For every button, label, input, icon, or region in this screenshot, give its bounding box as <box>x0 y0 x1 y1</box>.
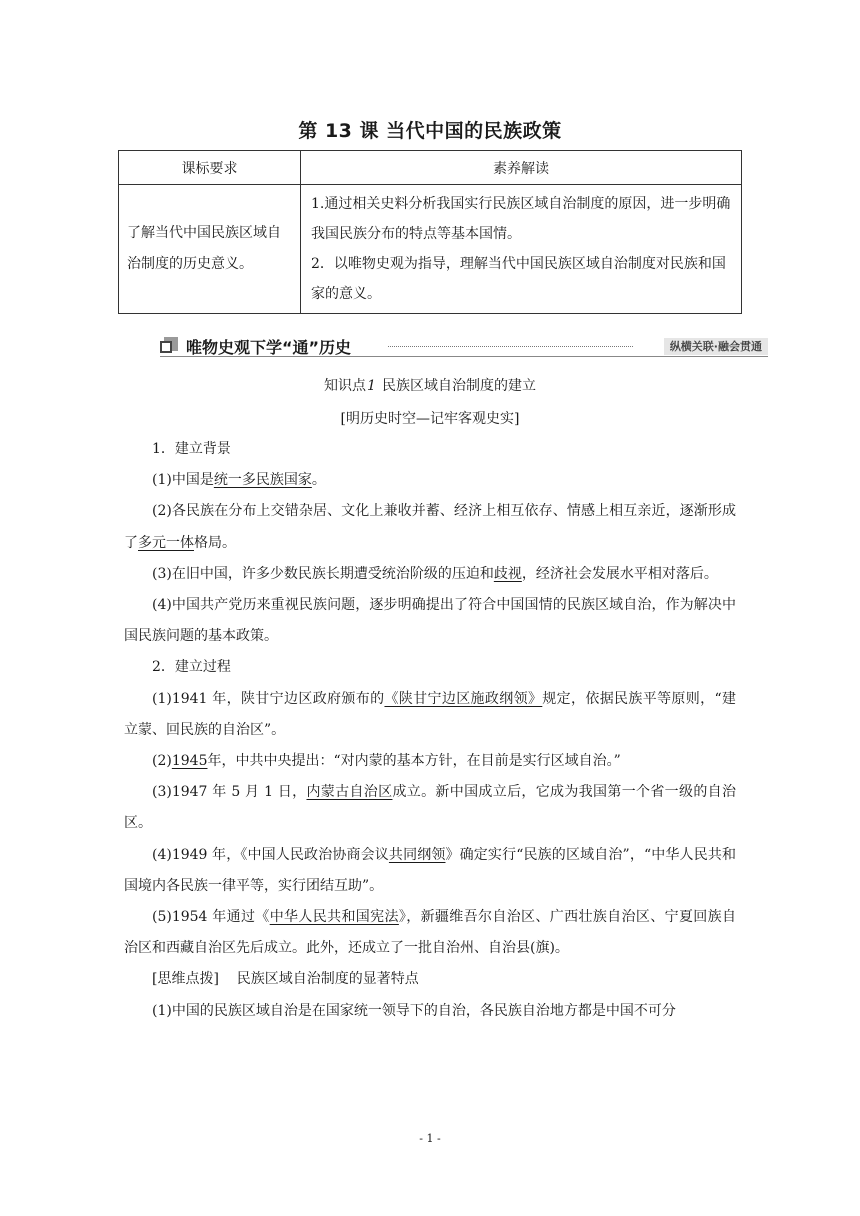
underlined-key-term: 统一多民族国家 <box>213 472 312 489</box>
banner-rule <box>160 356 768 357</box>
knowledge-point-subtitle: [明历史时空—记牢客观史实] <box>340 411 520 427</box>
thinking-tip-heading: [思维点拨] 民族区域自治制度的显著特点 <box>152 971 419 988</box>
curriculum-table <box>118 150 742 314</box>
banner-dotted-leader <box>388 346 633 347</box>
table-row <box>119 185 742 314</box>
paragraph: (2)各民族在分布上交错杂居、文化上兼收并蓄、经济上相互依存、情感上相互亲近，逐渐形成了多元一体格局。 <box>124 503 736 551</box>
table-header-row <box>119 151 742 185</box>
square-bullet-icon <box>160 337 178 355</box>
paragraph: (5)1954 年通过《中华人民共和国宪法》，新疆维吾尔自治区、广西壮族自治区、宁夏回族自治区和西藏自治区先后成立。此外，还成立了一批自治州、自治县(旗)。 <box>124 909 737 957</box>
banner-tag: 纵横关联·融会贯通 <box>664 338 768 355</box>
paragraph: (1)1941 年，陕甘宁边区政府颁布的《陕甘宁边区施政纲领》规定，依据民族平等原则，“建立蒙、回民族的自治区”。 <box>124 690 736 738</box>
paragraph: (3)在旧中国，许多少数民族长期遭受统治阶级的压迫和歧视，经济社会发展水平相对落后。 <box>152 565 718 582</box>
body-text <box>124 434 736 1027</box>
paragraph: (1)中国的民族区域自治是在国家统一领导下的自治，各民族自治地方都是中国不可分 <box>152 1002 676 1019</box>
knowledge-point-label: 知识点 <box>324 378 367 394</box>
literacy-item-1: 1.通过相关史料分析我国实行民族区域自治制度的原因，进一步明确我国民族分布的特点等基本国情。 <box>311 196 731 242</box>
section-heading-background: 1．建立背景 <box>152 441 231 457</box>
knowledge-point-name: 民族区域自治制度的建立 <box>381 378 536 394</box>
knowledge-point-title <box>0 375 860 395</box>
underlined-key-term: 中华人民共和国宪法 <box>269 909 399 926</box>
underlined-key-term: 1945 <box>171 753 208 770</box>
underlined-key-term: 《陕甘宁边区施政纲领》 <box>384 690 543 707</box>
page-title: 第 13 课 当代中国的民族政策 <box>298 120 562 142</box>
section-banner <box>160 336 768 356</box>
paragraph: (4)1949 年，《中国人民政治协商会议共同纲领》确定实行“民族的区域自治”，“中华人民共和国境内各民族一律平等，实行团结互助”。 <box>124 846 736 894</box>
banner-title: 唯物史观下学“通”历史 <box>186 338 352 357</box>
underlined-key-term: 内蒙古自治区 <box>306 784 393 801</box>
underlined-key-term: 共同纲领 <box>388 846 446 863</box>
paragraph: (2)1945年，中共中央提出：“对内蒙的基本方针，在目前是实行区域自治。” <box>152 753 621 770</box>
table-header-literacy: 素养解读 <box>301 151 742 185</box>
literacy-cell <box>301 185 742 314</box>
knowledge-point-number: 1 <box>367 378 376 394</box>
underlined-key-term: 歧视 <box>493 565 522 582</box>
requirement-cell: 了解当代中国民族区域自治制度的历史意义。 <box>119 185 301 314</box>
paragraph: (3)1947 年 5 月 1 日，内蒙古自治区成立。新中国成立后，它成为我国第一个省一级的自治区。 <box>124 784 736 832</box>
table-header-requirement: 课标要求 <box>119 151 301 185</box>
section-heading-process: 2．建立过程 <box>152 659 231 676</box>
paragraph: (4)中国共产党历来重视民族问题，逐步明确提出了符合中国国情的民族区域自治，作为解决中国民族问题的基本政策。 <box>124 597 736 645</box>
page-number: - 1 - <box>419 1132 441 1145</box>
paragraph: (1)中国是统一多民族国家。 <box>152 472 326 489</box>
literacy-item-2: 2．以唯物史观为指导，理解当代中国民族区域自治制度对民族和国家的意义。 <box>311 256 726 302</box>
underlined-key-term: 多元一体 <box>138 534 194 551</box>
